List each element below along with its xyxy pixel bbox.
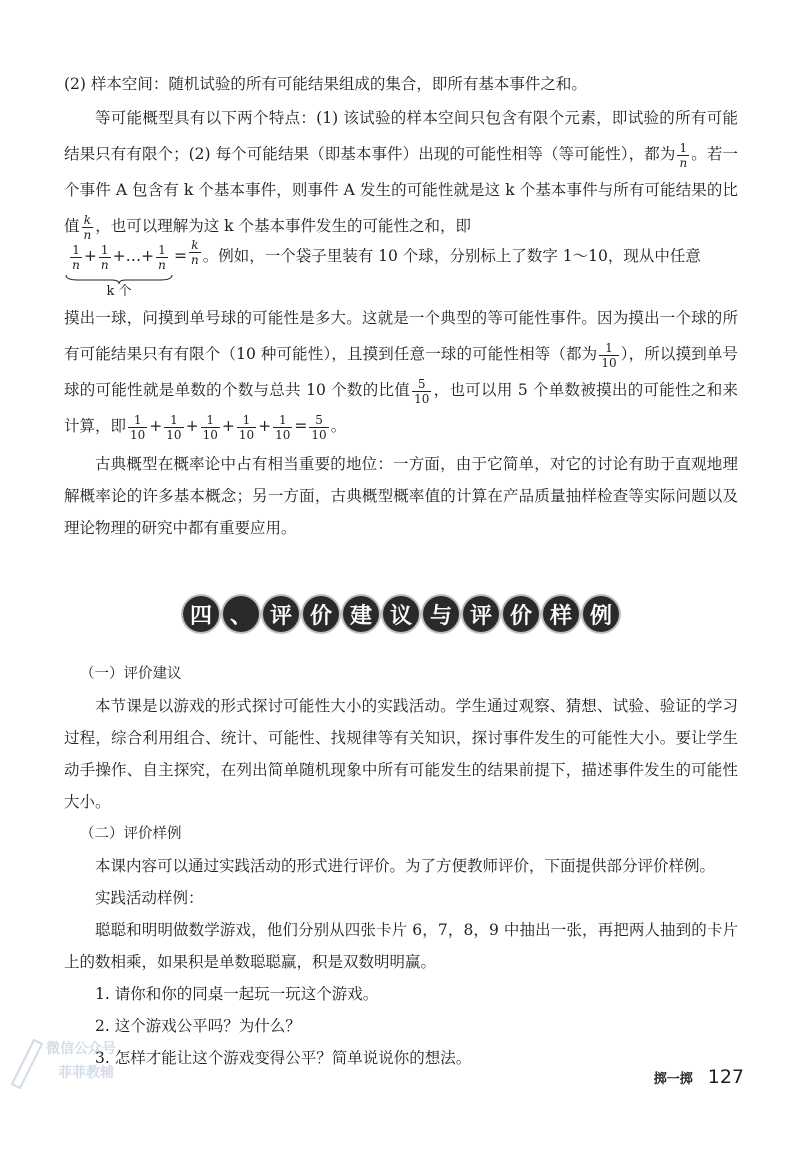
text-segment: 。例如，一个袋子里装有 10 个球，分别标上了数字 1～10，现从中任意 <box>202 247 701 265</box>
fraction-5-over-10: $\frac{5}{10}$ <box>311 412 327 442</box>
subheading-evaluation-examples: （二）评价样例 <box>80 826 182 842</box>
fraction-1-over-10: $\frac{1}{10}$ <box>601 340 617 370</box>
paragraph-evaluation-suggestions: 本节课是以游戏的形式探讨可能性大小的实践活动。学生通过观察、猜想、试验、验证的学习过程，综合利用组合、统计、可能性、找规律等有关知识，探讨事件发生的可能性大小。要让学生动手操作、自主探究，在列出简单随机现象中所有可能发生的结果前提下，描述事件发生的可能性大小。 <box>64 697 738 811</box>
fraction-k-over-n: $\frac{k}{n}$ <box>83 212 92 242</box>
section-title <box>183 596 619 632</box>
paragraph-ball-example: 摸出一球，问摸到单号球的可能性是多大。这就是一个典型的等可能性事件。因为摸出一个球的所有可能结果只有有限个（10 种可能性），且摸到任意一球的可能性相等（都为 $\frac{1}{10}$ ），所以摸到单号球的可能性就是单数的个数与总共 10 个数的比值 $\frac{5}{10}$ ，也可以用 5 个单数被摸出的可能性之和来计算，即 $\frac{1}{10}$ + $\frac{1}{10}$ + $\frac{1}{10}$ + $\frac{1}{10}$ + $\frac{1}{10}$ = $\frac{5}{10}$ 。 <box>64 309 738 442</box>
fraction-1-over-n: $\frac{1}{n}$ <box>679 140 688 170</box>
paragraph-brace-sum: $\frac{1}{n}$ + $\frac{1}{n}$ +…+ $\frac{1}{n}$ k 个 = $\frac{k}{n}$ 。例如，一个袋子里装有 10 个球，分别标上了数字 1～10，现从中任意 <box>64 238 738 300</box>
title-char: 评 <box>263 596 299 632</box>
underbrace-shape <box>64 274 174 284</box>
title-char: 样 <box>543 596 579 632</box>
paragraph-sample-space: (2) 样本空间：随机试验的所有可能结果组成的集合，即所有基本事件之和。 <box>64 75 587 93</box>
fraction-1-over-10: $\frac{1}{10}$ <box>130 412 146 442</box>
title-char: 价 <box>303 596 339 632</box>
list-item: 2. 这个游戏公平吗？为什么？ <box>95 1017 301 1035</box>
brace-sum-expression: $\frac{1}{n}$ + $\frac{1}{n}$ +…+ $\frac{1}{n}$ k 个 <box>64 238 174 300</box>
pencil-icon <box>6 1032 46 1092</box>
question-list <box>64 978 738 1074</box>
paragraph-activity-label: 实践活动样例： <box>95 889 204 907</box>
subheading-evaluation-suggestions: （一）评价建议 <box>80 666 182 682</box>
fraction-5-over-10: $\frac{5}{10}$ <box>414 376 430 406</box>
paragraph-evaluation-examples: 本课内容可以通过实践活动的形式进行评价。为了方便教师评价，下面提供部分评价样例。 <box>95 857 716 875</box>
list-item: 1. 请你和你的同桌一起玩一玩这个游戏。 <box>95 985 379 1003</box>
title-char: 与 <box>423 596 459 632</box>
fraction-1-over-10: $\frac{1}{10}$ <box>275 412 291 442</box>
paragraph-classical-importance: 古典概型在概率论中占有相当重要的地位：一方面，由于它简单，对它的讨论有助于直观地理解概率论的许多基本概念；另一方面，古典概型概率值的计算在产品质量抽样检查等实际问题以及理论物理的研究中都有重要应用。 <box>64 455 738 537</box>
text-segment: ，也可以用 5 个单数被摸出的可能性之和来计算，即 <box>64 381 738 435</box>
title-char: 四 <box>183 596 219 632</box>
watermark-line-2: 菲菲教辅 <box>58 1065 114 1081</box>
fraction-1-over-10: $\frac{1}{10}$ <box>238 412 255 442</box>
list-item: 3. 怎样才能让这个游戏变得公平？简单说说你的想法。 <box>95 1049 472 1067</box>
paragraph-equal-probability <box>64 100 738 244</box>
text-segment: 。若一个事件 A 包含有 k 个基本事件，则事件 A 发生的可能性就是这 k 个基本事件与所有可能结果的比值 <box>64 145 738 235</box>
text-segment: ，也可以理解为这 k 个基本事件发生的可能性之和，即 <box>95 217 471 235</box>
watermark-line-1: 微信公众号 <box>46 1041 116 1057</box>
title-char: 议 <box>383 596 419 632</box>
page-footer <box>654 1066 744 1088</box>
running-footer-title: 掷一掷 <box>653 1072 693 1087</box>
fraction-1-over-10: $\frac{1}{10}$ <box>166 412 182 442</box>
title-char: 建 <box>343 596 379 632</box>
text-segment: 摸出一球，问摸到单号球的可能性是多大。这就是一个典型的等可能性事件。因为摸出一个球的所有可能结果只有有限个（10 种可能性），且摸到任意一球的可能性相等（都为 <box>64 309 738 363</box>
paragraph-game-description: 聪聪和明明做数学游戏，他们分别从四张卡片 6，7，8，9 中抽出一张，再把两人抽到的卡片上的数相乘，如果积是单数聪聪赢，积是双数明明赢。 <box>64 921 738 971</box>
fraction-k-over-n: $\frac{k}{n}$ <box>191 238 199 267</box>
watermark <box>6 1028 130 1096</box>
brace-label: k 个 <box>106 284 132 299</box>
title-char: 评 <box>463 596 499 632</box>
page-content <box>64 68 738 1074</box>
text-segment: ），所以摸到单号球的可能性就是单数的个数与总共 10 个数的比值 <box>64 345 738 399</box>
page-number: 127 <box>707 1066 744 1088</box>
fraction-1-over-n: $\frac{1}{n}$ <box>158 242 166 272</box>
title-char: 价 <box>503 596 539 632</box>
title-char: 、 <box>223 596 259 632</box>
fraction-1-over-n: $\frac{1}{n}$ <box>72 242 80 272</box>
text-segment: 等可能概型具有以下两个特点：(1) 该试验的样本空间只包含有限个元素，即试验的所有可能结果只有有限个；(2) 每个可能结果（即基本事件）出现的可能性相等（等可能性），都为 <box>64 109 738 163</box>
section-title-banner <box>64 596 738 632</box>
fraction-1-over-10: $\frac{1}{10}$ <box>202 412 218 442</box>
title-char: 例 <box>583 596 619 632</box>
fraction-1-over-n: $\frac{1}{n}$ <box>100 242 109 272</box>
